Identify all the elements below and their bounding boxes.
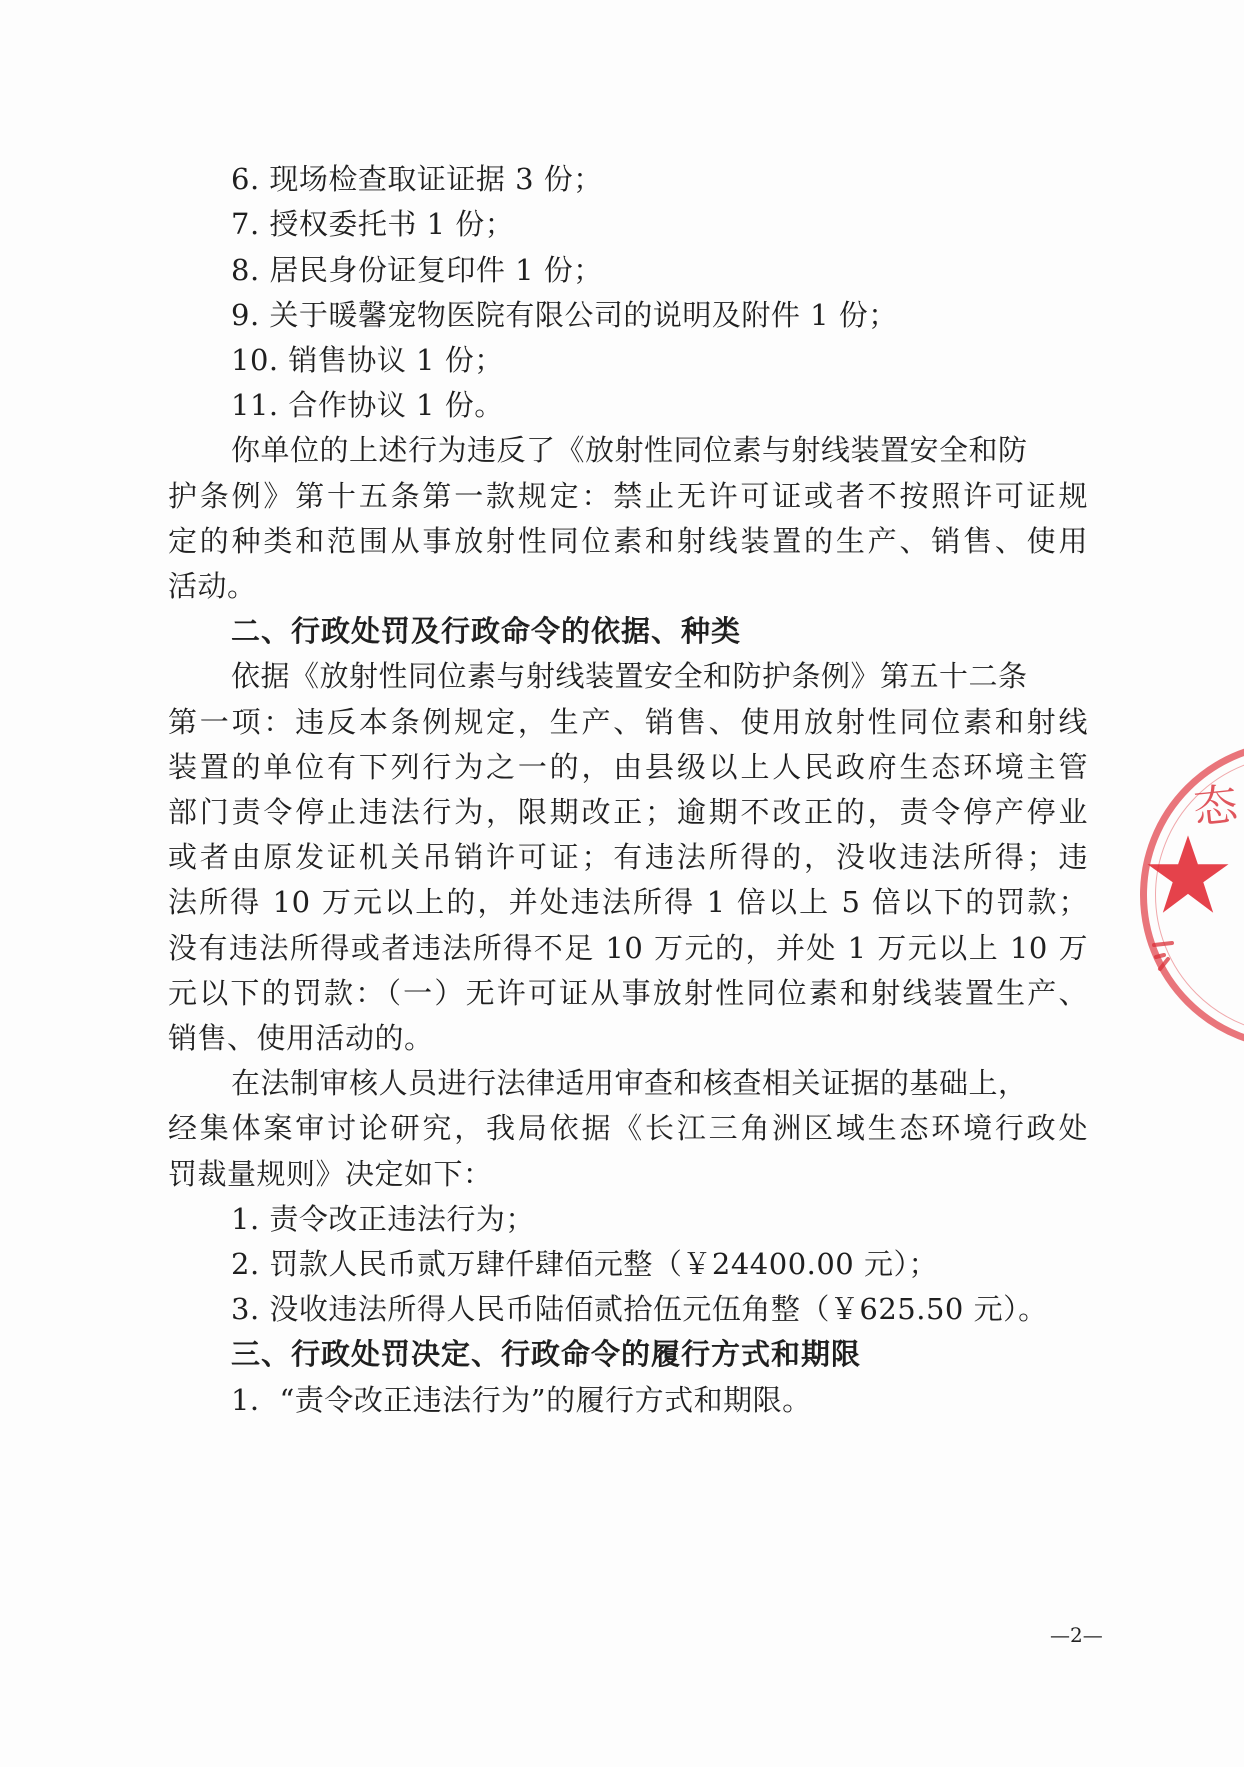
paragraph-basis-line-7: 没有违法所得或者违法所得不足 10 万元的，并处 1 万元以上 10 万: [168, 931, 1088, 965]
paragraph-decision-line-3: 罚裁量规则》决定如下：: [168, 1157, 493, 1191]
paragraph-violation-line-3: 定的种类和范围从事放射性同位素和射线装置的生产、销售、使用: [168, 524, 1088, 558]
decision-item-3: 3. 没收违法所得人民币陆佰贰拾伍元伍角整（￥625.50 元）。: [231, 1292, 1048, 1326]
page-number: —2—: [1050, 1623, 1103, 1647]
attachment-item-10: 10. 销售协议 1 份；: [231, 343, 504, 377]
decision-item-2: 2. 罚款人民币贰万肆仟肆佰元整（￥24400.00 元）；: [231, 1247, 938, 1281]
paragraph-violation-line-4: 活动。: [168, 569, 257, 603]
paragraph-decision-line-2: 经集体案审讨论研究，我局依据《长江三角洲区域生态环境行政处: [168, 1111, 1088, 1145]
decision-item-1: 1. 责令改正违法行为；: [231, 1202, 535, 1236]
paragraph-basis-line-6: 法所得 10 万元以上的，并处违法所得 1 倍以上 5 倍以下的罚款；: [168, 885, 1088, 919]
attachment-item-6: 6. 现场检查取证证据 3 份；: [231, 162, 603, 196]
performance-item-1: 1．“责令改正违法行为”的履行方式和期限。: [231, 1383, 812, 1417]
paragraph-basis-line-4: 部门责令停止违法行为，限期改正；逾期不改正的，责令停产停业: [168, 795, 1088, 829]
paragraph-basis-line-5: 或者由原发证机关吊销许可证；有违法所得的，没收违法所得；违: [168, 840, 1088, 874]
section-heading-3: 三、行政处罚决定、行政命令的履行方式和期限: [231, 1337, 862, 1371]
attachment-item-11: 11. 合作协议 1 份。: [231, 388, 504, 422]
paragraph-violation-line-2: 护条例》第十五条第一款规定：禁止无许可证或者不按照许可证规: [168, 479, 1088, 513]
paragraph-basis-line-1: 依据《放射性同位素与射线装置安全和防护条例》第五十二条: [231, 659, 1028, 693]
paragraph-basis-line-3: 装置的单位有下列行为之一的，由县级以上人民政府生态环境主管: [168, 750, 1088, 784]
paragraph-basis-line-2: 第一项：违反本条例规定，生产、销售、使用放射性同位素和射线: [168, 705, 1088, 739]
official-seal-text: 态: [1190, 778, 1241, 835]
attachment-item-8: 8. 居民身份证复印件 1 份；: [231, 253, 603, 287]
paragraph-basis-line-9: 销售、使用活动的。: [168, 1021, 434, 1055]
attachment-item-7: 7. 授权委托书 1 份；: [231, 207, 515, 241]
paragraph-violation-line-1: 你单位的上述行为违反了《放射性同位素与射线装置安全和防: [231, 433, 1028, 467]
seal-fragment-icon: [1146, 935, 1186, 975]
star-icon: [1143, 830, 1233, 920]
section-heading-2: 二、行政处罚及行政命令的依据、种类: [231, 614, 742, 648]
attachment-item-9: 9. 关于暖馨宠物医院有限公司的说明及附件 1 份；: [231, 298, 898, 332]
paragraph-decision-line-1: 在法制审核人员进行法律适用审查和核查相关证据的基础上，: [231, 1066, 1028, 1100]
paragraph-basis-line-8: 元以下的罚款：（一）无许可证从事放射性同位素和射线装置生产、: [168, 976, 1088, 1010]
